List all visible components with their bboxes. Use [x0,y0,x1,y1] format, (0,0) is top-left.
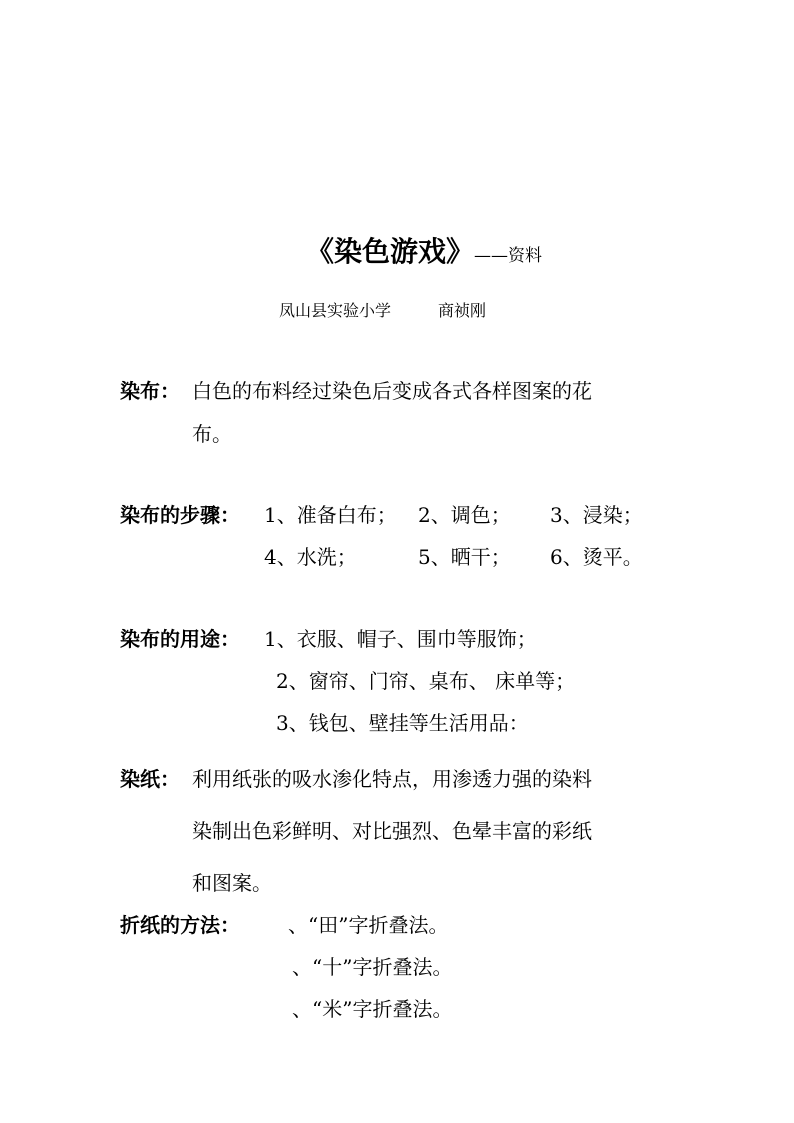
author-school: 凤山县实验小学 [279,301,392,320]
step-item: 1、准备白布； [264,503,397,527]
folding-item: 、“米”字折叠法。 [292,997,453,1021]
dye-paper-label: 染纸： [120,767,180,791]
dye-paper-line-3: 和图案。 [192,871,272,895]
use-item: 1、衣服、帽子、围巾等服饰； [264,627,537,651]
author-name: 商祯刚 [438,301,487,320]
step-item: 6、烫平。 [550,545,643,569]
step-item: 4、水洗； [264,545,357,569]
folding-item: 、“田”字折叠法。 [288,913,449,937]
steps-label: 染布的步骤： [120,503,240,527]
dye-paper-line-2: 染制出色彩鲜明、对比强烈、色晕丰富的彩纸 [192,819,592,843]
title-main: 《染色游戏》 [306,235,475,268]
step-item: 5、晒干； [418,545,511,569]
dye-cloth-label: 染布： [120,379,180,403]
use-item: 3、钱包、壁挂等生活用品： [276,711,529,735]
title-suffix: ——资料 [474,246,543,266]
dye-cloth-line-2: 布。 [192,422,232,446]
step-item: 3、浸染； [550,503,643,527]
uses-label: 染布的用途： [120,627,240,651]
step-item: 2、调色； [418,503,511,527]
document-title [306,234,542,274]
dye-paper-line-1: 利用纸张的吸水渗化特点，用渗透力强的染料 [192,767,592,791]
folding-label: 折纸的方法： [120,913,240,937]
dye-cloth-line-1: 白色的布料经过染色后变成各式各样图案的花 [192,379,592,403]
use-item: 2、窗帘、门帘、桌布、 床单等； [276,669,576,693]
folding-item: 、“十”字折叠法。 [292,955,453,979]
